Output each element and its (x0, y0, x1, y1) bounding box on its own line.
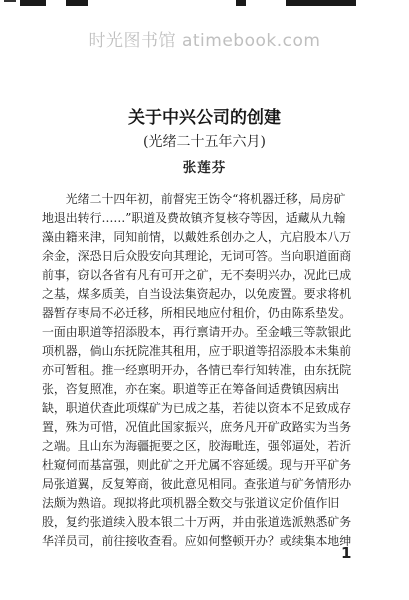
body-line: 华洋员司，前往接收查看。应如何整顿开办？或续集本地绅 (42, 534, 352, 548)
body-line: 藻由籍来津，同知前情，以戴姓系创办之人，亢启股本八万 (42, 230, 352, 244)
body-line: 法颇为熟谙。现拟将此项机器全数交与张道议定价值作旧 (42, 496, 340, 510)
page-number: 1 (341, 544, 352, 562)
body-line: 器暂存枣局不必迁移，所相民地应付租价，仍由陈系垫发。 (42, 306, 352, 320)
body-line: 余金，深恐日后众股安向其理论，无词可答。当向职道面商 (42, 249, 352, 263)
body-line: 股，复约张道续入股本银二十万两，并由张道选派熟悉矿务 (42, 515, 352, 529)
article-body (42, 190, 364, 551)
body-line: 之端。且山东为海疆扼要之区，胶海毗连，强邻逼处，若沂 (42, 439, 352, 453)
article-title: 关于中兴公司的创建 (128, 108, 281, 128)
scan-edge-mark (20, 0, 46, 6)
body-line: 局张道翼，反复筹商，彼此意见相同。查张道与矿务情形办 (42, 477, 352, 491)
body-line: 张，咨复照准，亦在案。职道等正在筹备间适费镇因病出 (42, 382, 340, 396)
watermark: 时光图书馆 atimebook.com (88, 31, 321, 51)
body-line: 之基，煤多质美，自当设法集资起办，以免废置。要求将机 (42, 287, 352, 301)
body-line: 光绪二十四年初，前督宪王饬令“将机器迁移，局房矿 (42, 192, 346, 206)
body-line: 前事，窃以各省有凡有可开之矿，无不奏明兴办，况此已成 (42, 268, 352, 282)
body-line: 项机器，倘山东抚院准其租用，应于职道等招添股本未集前 (42, 344, 352, 358)
scan-corner-mark (4, 0, 16, 2)
scan-edge-mark (236, 0, 246, 6)
body-line: 杜窥伺而基富强，则此矿之开尤属不容延缓。现与开平矿务 (42, 458, 352, 472)
article-author: 张莲芬 (182, 160, 227, 176)
body-line: 地退出转行……”职道及费故镇齐复核夺等因，适藏从九翰 (42, 211, 346, 225)
body-line: 置，殊为可惜，况值此国家振兴，庶务凡开矿政路实为当务 (42, 420, 352, 434)
body-line: 缺，职道伏查此项煤矿为已成之基，若徒以资本不足致成存 (42, 401, 352, 415)
scan-edge-mark (66, 0, 88, 6)
scan-edge-mark (286, 0, 356, 6)
article-date: (光绪二十五年六月) (143, 134, 266, 150)
body-line: 亦可暂租。推一经禀明开办，各情已奉行知转准，由东抚院 (42, 363, 352, 377)
body-line: 一面由职道等招添股本，再行禀请开办。至金峨三等款银此 (42, 325, 352, 339)
